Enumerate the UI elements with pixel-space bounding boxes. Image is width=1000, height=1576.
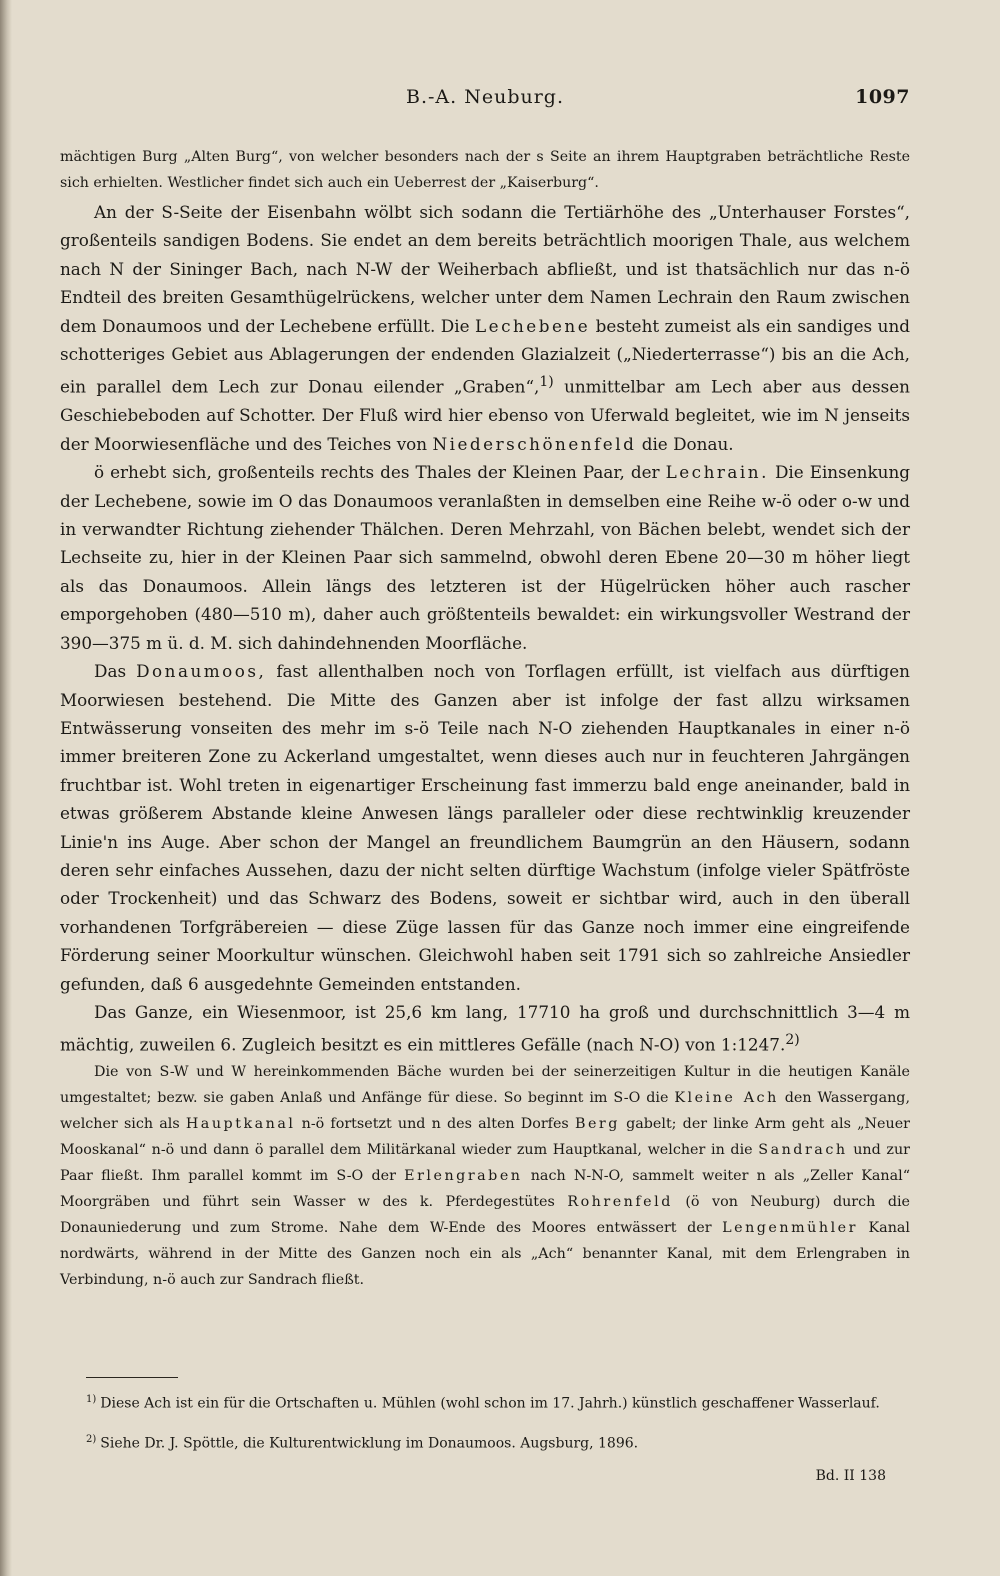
- text-run: unmittelbar am Lech aber aus dessen Geschiebeboden auf Schotter. Der Fluß wird hier ebenso von Uferwald begleitet, wie im N jenseits der Moorwiesenfläche und des Teiches von: [60, 377, 910, 454]
- emphasis-rohrenfeld: Rohrenfeld: [567, 1194, 673, 1211]
- text-run: n-ö fortsetzt und n des alten Dorfes: [301, 1116, 569, 1133]
- paragraph-wiesenmoor: [60, 998, 910, 1059]
- footnote-text: Diese Ach ist ein für die Ortschaften u. Mühlen (wohl schon im 17. Jahrh.) künstlich geschaffener Wasserlauf.: [100, 1395, 880, 1412]
- text-run: Die Einsenkung der Lechebene, sowie im O das Donaumoos veranlaßten in demselben eine Reihe w-ö oder o-w und in verwandter Richtung ziehender Thälchen. Deren Mehrzahl, von Bächen belebt, wendet sich der Lechseite zu, hier in der Kleinen Paar sich sammelnd, obwohl deren Ebene 20—30 m höher liegt als das Donaumoos. Allein längs des letzteren ist der Hügelrücken höher auch rascher emporgehoben (480—510 m), daher auch größtenteils bewaldet: ein wirkungsvoller Westrand der 390—375 m ü. d. M. sich dahindehnenden Moorfläche.: [60, 462, 910, 653]
- footnote-mark: 2): [86, 1433, 97, 1445]
- emphasis-niederschoenenfeld: Niederschönenfeld: [432, 433, 637, 454]
- text-run: (ö von Neuburg) durch die Donauniederung und zum Strome. Nahe dem W-Ende des Moores entwässert der: [60, 1194, 911, 1237]
- running-title: B.-A. Neuburg.: [405, 86, 564, 108]
- emphasis-lengenmuhler: Lengenmühler: [722, 1220, 858, 1237]
- text-run: Kanal nordwärts, während in der Mitte des Ganzen noch ein als „Ach“ benannter Kanal, mit dem Erlengraben in Verbindung, n-ö auch zur Sandrach fließt.: [60, 1220, 911, 1289]
- text-run: besteht zumeist als ein sandiges und schotteriges Gebiet aus Ablagerungen der endenden Glazialzeit („Niederterrasse“) bis an die Ach, ein parallel dem Lech zur Donau eilender „Graben“,: [60, 315, 910, 398]
- text-run: Die von S-W und W hereinkommenden Bäche wurden bei der seinerzeitigen Kultur in die heutigen Kanäle umgestaltet; bezw. sie gaben Anlaß und Anfänge für diese. So beginnt im S-O die: [60, 1064, 910, 1107]
- text-run: Das: [94, 661, 127, 682]
- emphasis-erlengraben: Erlengraben: [404, 1168, 523, 1185]
- text-run: gabelt; der linke Arm geht als „Neuer Mooskanal“ n-ö und dann ö parallel dem Militärkanal wieder zum Hauptkanal, welcher in die: [60, 1116, 911, 1159]
- emphasis-lechebene: Lechebene: [475, 315, 591, 336]
- paragraph-lechrain: [60, 458, 910, 657]
- footnote-ref-2: 2): [785, 1032, 800, 1049]
- footnote-divider: [86, 1377, 178, 1378]
- page-number: 1097: [855, 86, 910, 108]
- paragraph-donaumoos: [60, 657, 910, 998]
- text-run: fast allenthalben noch von Torflagen erfüllt, ist vielfach aus dürftigen Moorwiesen bestehend. Die Mitte des Ganzen aber ist infolge der fast allzu wirksamen Entwässerung vonseiten des mehr im s-ö Teile nach N-O ziehenden Hauptkanales in einer n-ö immer breiteren Zone zu Ackerland umgestaltet, wenn dieses auch nur in feuchteren Jahrgängen fruchtbar ist. Wohl treten in eigenartiger Erscheinung fast immerzu bald enge aneinander, bald in etwas größerem Abstande kleine Anwesen längs paralleler oder diese rechtwinklig kreuzender Linie'n ins Auge. Aber schon der Mangel an freundlichem Baumgrün an den Häusern, sodann deren sehr einfaches Aussehen, dazu der nicht selten dürftige Wachstum (infolge vieler Spätfröste oder Trockenheit) und das Schwarz des Bodens, soweit er sichtbar wird, auch in den überall vorhandenen Torfgräbereien — diese Züge lassen für das Ganze noch immer eine eingreifende Förderung seiner Moorkultur wünschen. Gleichwohl haben seit 1791 sich so zahlreiche Ansiedler gefunden, daß 6 ausgedehnte Gemeinden entstanden.: [60, 661, 910, 994]
- volume-signature: Bd. II 138: [815, 1468, 886, 1484]
- paragraph-canals-note: [60, 1059, 910, 1293]
- footnote-mark: 1): [86, 1394, 97, 1405]
- text-run: die Donau.: [641, 433, 734, 454]
- text-run: den Wassergang, welcher sich als: [60, 1090, 910, 1133]
- text-run: An der S-Seite der Eisenbahn wölbt sich sodann die Tertiärhöhe des „Unterhauser Forstes“, großenteils sandigen Bodens. Sie endet an dem bereits beträchtlich moorigen Thale, aus welchem nach N der Sininger Bach, nach N-W der Weiherbach abfließt, und ist thatsächlich nur das n-ö Endteil des breiten Gesamthügelrückens, welcher unter dem Namen Lechrain den Raum zwischen dem Donaumoos und der Lechebene erfüllt. Die: [60, 202, 910, 336]
- text-run: nach N-N-O, sammelt weiter n als „Zeller Kanal“ Moorgräben und führt sein Wasser w des k. Pferdegestütes: [60, 1168, 911, 1211]
- emphasis-kleine-ach: Kleine Ach: [674, 1090, 779, 1107]
- text-run: ö erhebt sich, großenteils rechts des Thales der Kleinen Paar, der: [94, 462, 660, 483]
- footnote-1: [86, 1386, 886, 1418]
- emphasis-hauptkanal: Hauptkanal: [185, 1116, 296, 1133]
- emphasis-berg: Berg: [574, 1116, 620, 1133]
- footnote-text: Siehe Dr. J. Spöttle, die Kulturentwicklung im Donaumoos. Augsburg, 1896.: [100, 1435, 639, 1452]
- text-run: Das Ganze, ein Wiesenmoor, ist 25,6 km lang, 17710 ha groß und durchschnittlich 3—4 m mächtig, zuweilen 6. Zugleich besitzt es ein mittleres Gefälle (nach N-O) von 1:1247.: [60, 1001, 910, 1055]
- emphasis-donaumoos: Donaumoos,: [136, 661, 267, 682]
- footnotes: [86, 1386, 886, 1465]
- intro-paragraph: mächtigen Burg „Alten Burg“, von welcher besonders nach der s Seite an ihrem Hauptgraben beträchtliche Reste sich erhielten. Westlicher findet sich auch ein Ueberrest der „Kaiserburg“.: [60, 149, 910, 191]
- main-text: [60, 144, 910, 1293]
- page-header: [60, 86, 910, 116]
- footnote-ref-1: 1): [539, 374, 554, 391]
- page-spine-shadow: [0, 0, 12, 1576]
- footnote-2: [86, 1426, 886, 1458]
- emphasis-lechrain: Lechrain.: [665, 462, 769, 483]
- paragraph-lechebene: [60, 198, 910, 458]
- emphasis-sandrach: Sandrach: [758, 1142, 848, 1159]
- text-run: und zur Paar fließt. Ihm parallel kommt im S-O der: [60, 1142, 910, 1185]
